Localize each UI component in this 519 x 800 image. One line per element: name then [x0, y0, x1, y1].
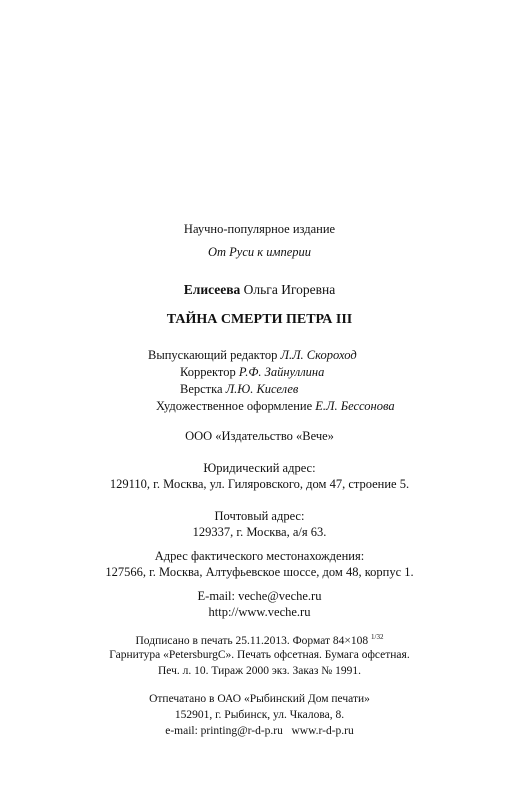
credit-role: Художественное оформление — [156, 399, 313, 413]
postal-address-label: Почтовый адрес: — [214, 509, 305, 523]
printer-name: Отпечатано в ОАО «Рыбинский Дом печати» — [149, 693, 370, 705]
print-signed — [0, 634, 519, 647]
book-title: ТАЙНА СМЕРТИ ПЕТРА III — [166, 312, 353, 327]
printer-address: 152901, г. Рыбинск, ул. Чкалова, 8. — [174, 709, 345, 721]
legal-address-label: Юридический адрес: — [203, 461, 316, 475]
credit-art — [148, 398, 395, 415]
printer-contacts: e-mail: printing@r-d-p.ru www.r-d-p.ru — [165, 725, 354, 737]
format-fraction: 1/32 — [371, 633, 384, 641]
author-line — [0, 283, 519, 297]
publisher-name: ООО «Издательство «Вече» — [185, 429, 334, 443]
postal-address: 129337, г. Москва, а/я 63. — [192, 525, 327, 539]
print-typeface: Гарнитура «PetersburgC». Печать офсетная. Бумага офсетная. — [109, 649, 410, 661]
credit-editor — [148, 347, 395, 364]
credit-name: Е.Л. Бессонова — [315, 399, 395, 413]
author-given-names: Ольга Игоревна — [243, 282, 336, 297]
publisher-email: E-mail: veche@veche.ru — [197, 589, 322, 603]
credit-layout — [148, 381, 395, 398]
genre-line: Научно-популярное издание — [183, 222, 336, 236]
credit-name: Л.Ю. Киселев — [225, 382, 299, 396]
print-sheets: Печ. л. 10. Тираж 2000 экз. Заказ № 1991. — [157, 665, 362, 677]
credit-role: Корректор — [180, 365, 236, 379]
credit-name: Л.Л. Скороход — [280, 348, 357, 362]
actual-address-label: Адрес фактического местонахождения: — [154, 549, 365, 563]
credit-role: Выпускающий редактор — [148, 348, 278, 362]
print-signed-text: Подписано в печать 25.11.2013. Формат 84×108 — [135, 634, 369, 647]
credit-proofreader — [148, 364, 395, 381]
legal-address: 129110, г. Москва, ул. Гиляровского, дом 47, строение 5. — [109, 477, 410, 491]
series-line: От Руси к империи — [207, 245, 312, 259]
credits-block — [148, 347, 395, 415]
credit-role: Верстка — [180, 382, 223, 396]
credit-name: Р.Ф. Зайнуллина — [238, 365, 325, 379]
actual-address: 127566, г. Москва, Алтуфьевское шоссе, дом 48, корпус 1. — [105, 565, 414, 579]
publisher-website: http://www.veche.ru — [208, 605, 311, 619]
author-surname: Елисеева — [183, 282, 241, 297]
